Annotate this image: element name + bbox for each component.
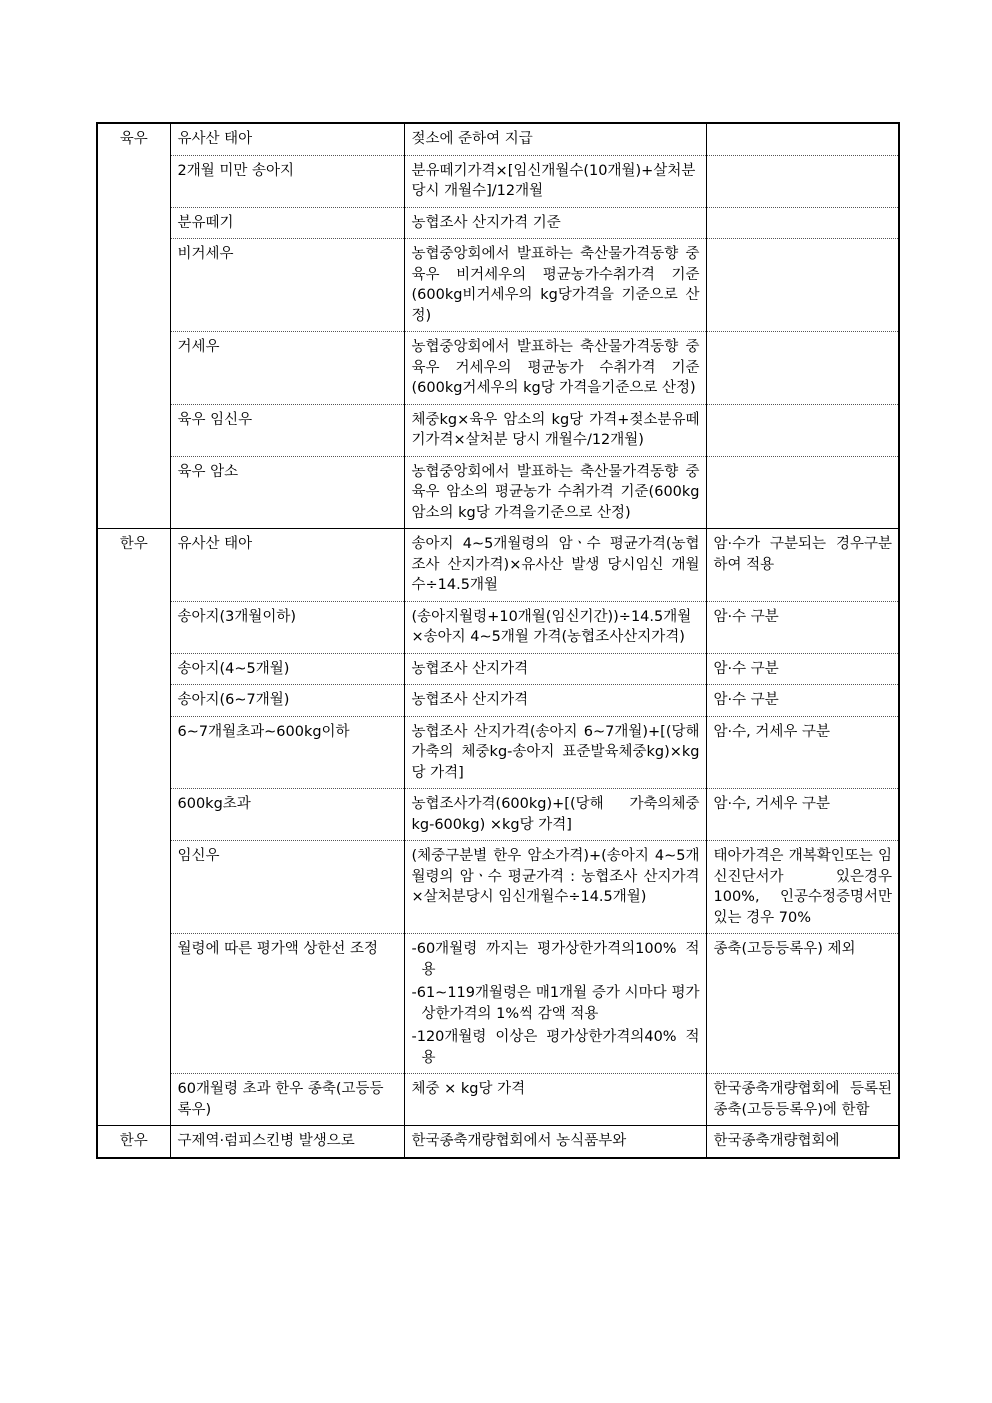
table-row [97,239,899,332]
note-cell [706,456,899,529]
note-cell: 종축(고등등록우) 제외 [706,934,899,1074]
note-cell [706,239,899,332]
basis-cell: 농협조사 산지가격(송아지 6~7개월)+[(당해 가축의 체중kg-송아지 표준발육체중kg)×kg당 가격] [404,716,706,789]
table-row [97,789,899,841]
note-cell: 암·수, 거세우 구분 [706,716,899,789]
item-cell: 송아지(6∼7개월) [170,685,404,717]
basis-cell: 송아지 4∼5개월령의 암ㆍ수 평균가격(농협조사 산지가격)×유사산 발생 당시임신 개월수÷14.5개월 [404,529,706,602]
basis-cell: 젖소에 준하여 지급 [404,123,706,155]
table-row [97,332,899,405]
basis-cell: 농협중앙회에서 발표하는 축산물가격동향 중 육우 비거세우의 평균농가수취가격 기준(600kg비거세우의 kg당가격을 기준으로 산정) [404,239,706,332]
table-row [97,456,899,529]
item-cell: 유사산 태아 [170,123,404,155]
item-cell: 육우 암소 [170,456,404,529]
basis-cell: 농협중앙회에서 발표하는 축산물가격동향 중 육우 거세우의 평균농가 수취가격 기준(600kg거세우의 kg당 가격을기준으로 산정) [404,332,706,405]
table-row [97,653,899,685]
note-cell: 암·수, 거세우 구분 [706,789,899,841]
item-cell: 2개월 미만 송아지 [170,155,404,207]
item-cell: 거세우 [170,332,404,405]
table-row [97,601,899,653]
basis-cell: 분유떼기가격×[임신개월수(10개월)+살처분 당시 개월수]/12개월 [404,155,706,207]
item-cell: 송아지(3개월이하) [170,601,404,653]
note-cell: 암·수 구분 [706,653,899,685]
item-cell: 600kg초과 [170,789,404,841]
basis-cell: 체중 × kg당 가격 [404,1074,706,1126]
item-cell: 월령에 따른 평가액 상한선 조정 [170,934,404,1074]
note-cell [706,404,899,456]
table-row [97,207,899,239]
basis-cell: (송아지월령+10개월(임신기간))÷14.5개월×송아지 4∼5개월 가격(농협조사산지가격) [404,601,706,653]
table-row [97,716,899,789]
item-cell: 육우 임신우 [170,404,404,456]
note-cell [706,123,899,155]
table-row [97,841,899,934]
category-cell: 육우 [97,123,170,529]
table-row [97,1126,899,1158]
basis-cell: 농협조사 산지가격 [404,653,706,685]
item-cell: 유사산 태아 [170,529,404,602]
basis-cell: 농협조사 산지가격 [404,685,706,717]
table-row [97,529,899,602]
basis-bullet: -120개월령 이상은 평가상한가격의40% 적용 [411,1029,700,1066]
basis-cell [404,934,706,1074]
table-row [97,123,899,155]
note-cell [706,207,899,239]
note-cell: 암·수가 구분되는 경우구분하여 적용 [706,529,899,602]
item-cell: 분유떼기 [170,207,404,239]
item-cell: 구제역·럼피스킨병 발생으로 [170,1126,404,1158]
table-row [97,1074,899,1126]
note-cell [706,332,899,405]
category-cell: 한우 [97,529,170,1126]
table-row [97,934,899,1074]
basis-cell: 농협중앙회에서 발표하는 축산물가격동향 중 육우 암소의 평균농가 수취가격 기준(600kg암소의 kg당 가격을기준으로 산정) [404,456,706,529]
note-cell: 암·수 구분 [706,601,899,653]
basis-cell: (체중구분별 한우 암소가격)+(송아지 4∼5개월령의 암ㆍ수 평균가격 : 농협조사 산지가격×살처분당시 임신개월수÷14.5개월) [404,841,706,934]
note-cell: 한국종축개량협회에 등록된 종축(고등등록우)에 한함 [706,1074,899,1126]
basis-bullet: -61∼119개월령은 매1개월 증가 시마다 평가상한가격의 1%씩 감액 적용 [411,985,700,1022]
basis-bullet: -60개월령 까지는 평가상한가격의100% 적용 [411,941,700,978]
table-row [97,404,899,456]
basis-cell: 한국종축개량협회에서 농식품부와 [404,1126,706,1158]
item-cell: 6∼7개월초과∼600kg이하 [170,716,404,789]
compensation-table [96,122,900,1159]
note-cell: 한국종축개량협회에 [706,1126,899,1158]
category-cell: 한우 [97,1126,170,1158]
item-cell: 60개월령 초과 한우 종축(고등등록우) [170,1074,404,1126]
basis-cell: 체중kg×육우 암소의 kg당 가격+젖소분유떼기가격×살처분 당시 개월수/12개월) [404,404,706,456]
item-cell: 임신우 [170,841,404,934]
table-row [97,685,899,717]
note-cell: 암·수 구분 [706,685,899,717]
basis-cell: 농협조사가격(600kg)+[(당해 가축의체중kg-600kg) ×kg당 가격] [404,789,706,841]
item-cell: 비거세우 [170,239,404,332]
note-cell [706,155,899,207]
table-row [97,155,899,207]
item-cell: 송아지(4~5개월) [170,653,404,685]
basis-cell: 농협조사 산지가격 기준 [404,207,706,239]
note-cell: 태아가격은 개복확인또는 임신진단서가 있은경우 100%, 인공수정증명서만 있는 경우 70% [706,841,899,934]
